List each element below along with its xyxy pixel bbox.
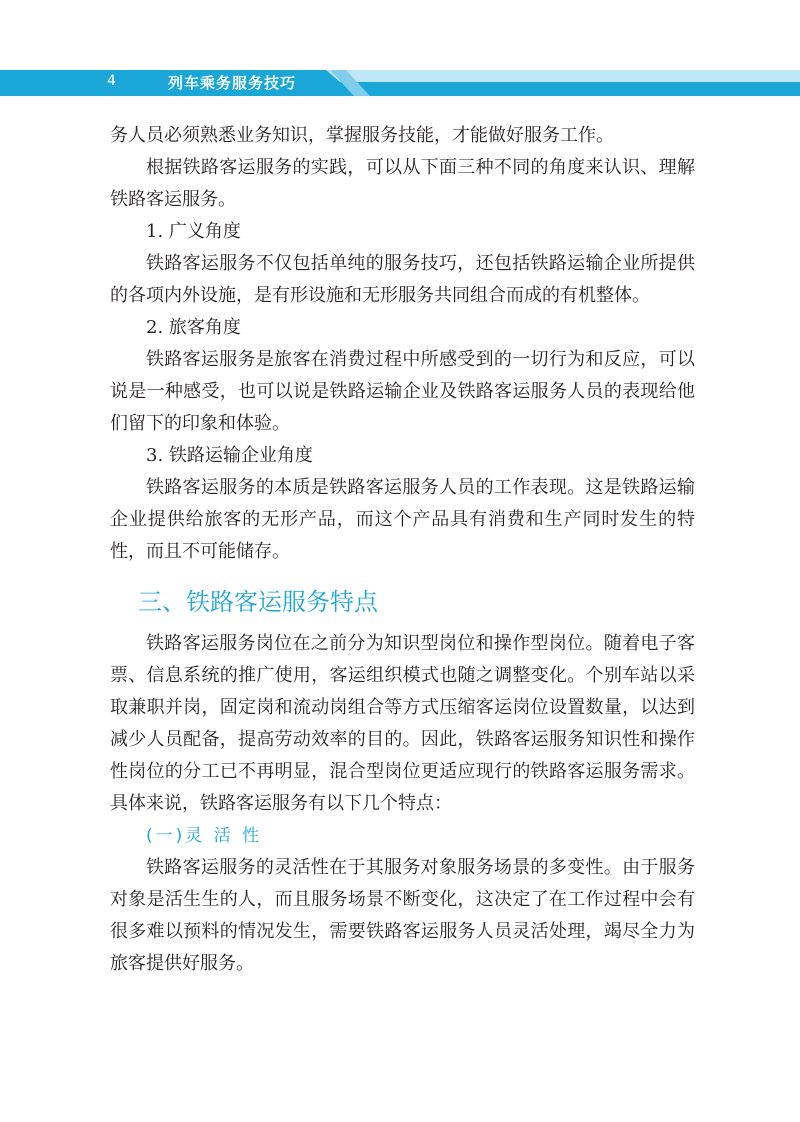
running-title: 列车乘务服务技巧 <box>168 74 297 92</box>
item-text-broad: 铁路客运服务不仅包括单纯的服务技巧，还包括铁路运输企业所提供的各项内外设施，是有形设施和无形服务共同组合而成的有机整体。 <box>110 253 695 306</box>
header-band-graphic <box>0 70 800 96</box>
subsection-paragraph: 铁路客运服务的灵活性在于其服务对象服务场景的多变性。由于服务对象是活生生的人，而且服务场景不断变化，这决定了在工作过程中会有很多难以预料的情况发生，需要铁路客运服务人员灵活处理，竭尽全力为旅客提供好服务。 <box>110 857 695 974</box>
page-number: 4 <box>107 73 116 89</box>
page-body <box>110 120 695 980</box>
item-text-enterprise: 铁路客运服务的本质是铁路客运服务人员的工作表现。这是铁路运输企业提供给旅客的无形产品，而这个产品具有消费和生产同时发生的特性，而且不可能储存。 <box>110 477 695 562</box>
item-text-passenger: 铁路客运服务是旅客在消费过程中所感受到的一切行为和反应，可以说是一种感受，也可以说是铁路运输企业及铁路客运服务人员的表现给他们留下的印象和体验。 <box>110 349 695 434</box>
item-heading-broad: 1. 广义角度 <box>146 221 241 242</box>
section-intro-paragraph: 铁路客运服务岗位在之前分为知识型岗位和操作型岗位。随着电子客票、信息系统的推广使用，客运组织模式也随之调整变化。个别车站以采取兼职并岗，固定岗和流动岗组合等方式压缩客运岗位设置数量，以达到减少人员配备，提高劳动效率的目的。因此，铁路客运服务知识性和操作性岗位的分工已不再明显，混合型岗位更适应现行的铁路客运服务需求。具体来说，铁路客运服务有以下几个特点： <box>110 633 695 814</box>
subsection-heading: (一)灵 活 性 <box>146 826 263 846</box>
section-heading: 三、铁路客运服务特点 <box>138 588 378 616</box>
paragraph-continued: 务人员必须熟悉业务知识，掌握服务技能，才能做好服务工作。 <box>110 125 614 146</box>
page-header <box>0 70 800 96</box>
paragraph-intro: 根据铁路客运服务的实践，可以从下面三种不同的角度来认识、理解铁路客运服务。 <box>110 157 695 210</box>
item-heading-enterprise: 3. 铁路运输企业角度 <box>146 445 313 466</box>
item-heading-passenger: 2. 旅客角度 <box>146 317 241 338</box>
